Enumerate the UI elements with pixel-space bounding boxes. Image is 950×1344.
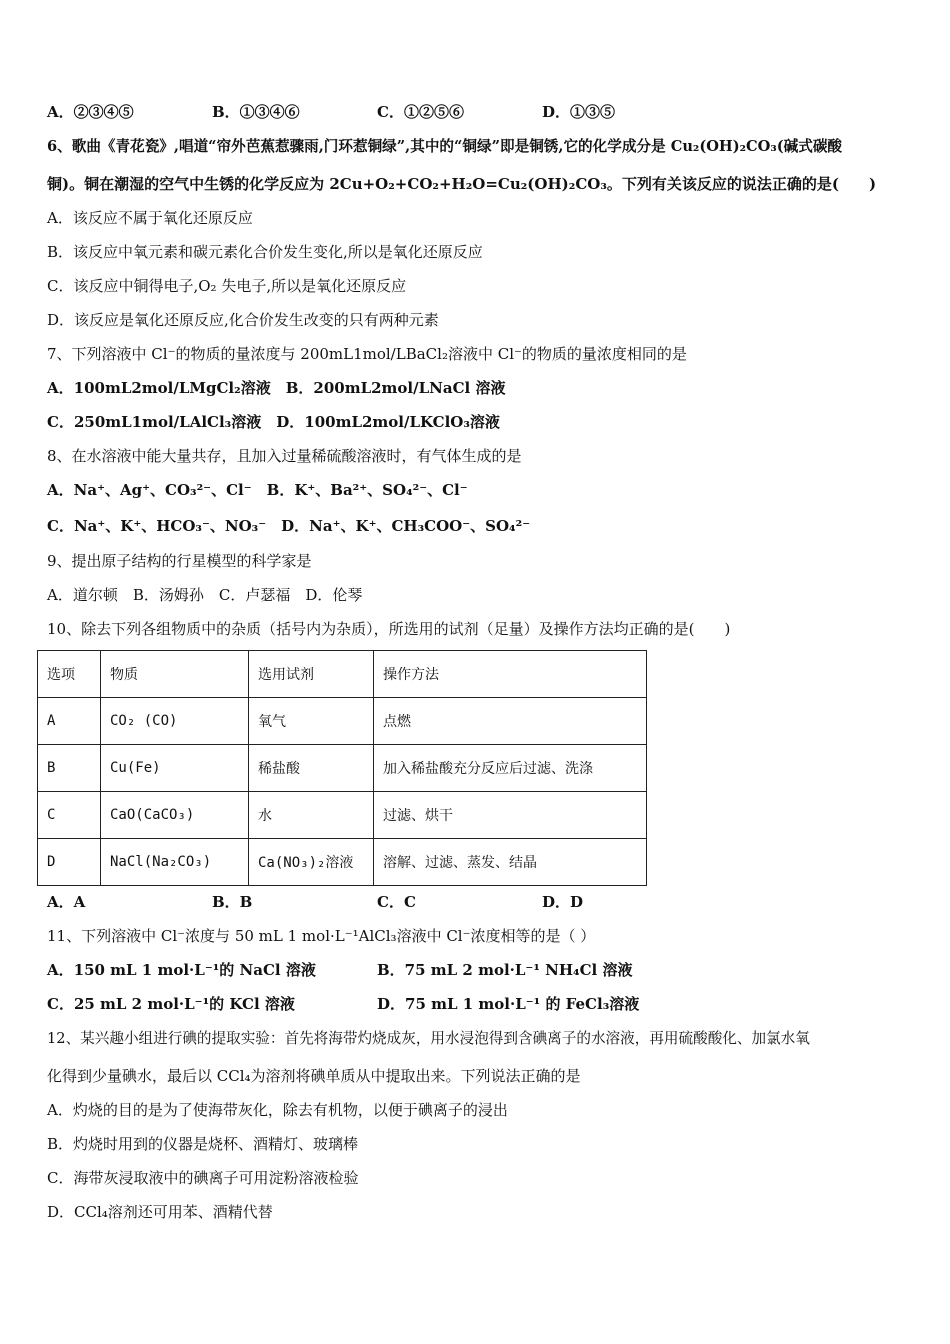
q9-stem: 9、提出原子结构的行星模型的科学家是 — [47, 552, 312, 570]
q7-stem: 7、下列溶液中 Cl⁻的物质的量浓度与 200mL1mol/LBaCl₂溶液中 Cl⁻的物质的量浓度相同的是 — [47, 345, 687, 363]
q11-option-d: D．75 mL 1 mol·L⁻¹ 的 FeCl₃溶液 — [377, 995, 640, 1013]
table-cell: D — [38, 839, 101, 886]
q11-option-b: B．75 mL 2 mol·L⁻¹ NH₄Cl 溶液 — [377, 961, 633, 979]
q5-option-c: C．①②⑤⑥ — [377, 103, 464, 121]
q11-option-a: A．150 mL 1 mol·L⁻¹的 NaCl 溶液 — [47, 961, 316, 979]
table-cell: A — [38, 698, 101, 745]
q5-option-d: D．①③⑤ — [542, 103, 616, 121]
table-row — [38, 698, 647, 745]
q8-options-line2: C．Na⁺、K⁺、HCO₃⁻、NO₃⁻ D．Na⁺、K⁺、CH₃COO⁻、SO₄²⁻ — [47, 517, 531, 535]
q7-options-line1: A．100mL2mol/LMgCl₂溶液 B．200mL2mol/LNaCl 溶液 — [47, 379, 506, 397]
q11-stem: 11、下列溶液中 Cl⁻浓度与 50 mL 1 mol·L⁻¹AlCl₃溶液中 Cl⁻浓度相等的是（ ） — [47, 927, 596, 945]
q10-option-d: D．D — [542, 893, 584, 911]
table-cell: CaO(CaCO₃) — [101, 792, 249, 839]
table-row — [38, 792, 647, 839]
table-cell: 加入稀盐酸充分反应后过滤、洗涤 — [374, 745, 647, 792]
table-row — [38, 839, 647, 886]
q12-option-d: D．CCl₄溶剂还可用苯、酒精代替 — [47, 1203, 273, 1221]
q5-option-a: A．②③④⑤ — [47, 103, 134, 121]
q12-stem-line2: 化得到少量碘水，最后以 CCl₄为溶剂将碘单质从中提取出来。下列说法正确的是 — [47, 1067, 581, 1085]
table-header-cell: 选用试剂 — [249, 651, 374, 698]
table-cell: CO₂ (CO) — [101, 698, 249, 745]
q12-option-b: B．灼烧时用到的仪器是烧杯、酒精灯、玻璃棒 — [47, 1135, 359, 1153]
q8-stem: 8、在水溶液中能大量共存，且加入过量稀硫酸溶液时，有气体生成的是 — [47, 447, 522, 465]
table-cell: C — [38, 792, 101, 839]
q10-option-a: A．A — [47, 893, 86, 911]
table-cell: Ca(NO₃)₂溶液 — [249, 839, 374, 886]
q8-options-line1: A．Na⁺、Ag⁺、CO₃²⁻、Cl⁻ B．K⁺、Ba²⁺、SO₄²⁻、Cl⁻ — [47, 481, 468, 499]
table-cell: 水 — [249, 792, 374, 839]
q12-stem-line1: 12、某兴趣小组进行碘的提取实验：首先将海带灼烧成灰，用水浸泡得到含碘离子的水溶液，再用硫酸酸化、加氯水氧 — [47, 1030, 810, 1047]
q12-option-a: A．灼烧的目的是为了使海带灰化，除去有机物，以便于碘离子的浸出 — [47, 1101, 508, 1119]
q5-option-b: B．①③④⑥ — [212, 103, 300, 121]
q12-option-c: C．海带灰浸取液中的碘离子可用淀粉溶液检验 — [47, 1169, 359, 1187]
table-row — [38, 745, 647, 792]
q6-option-c: C．该反应中铜得电子,O₂ 失电子,所以是氧化还原反应 — [47, 277, 407, 295]
q9-options: A．道尔顿 B．汤姆孙 C．卢瑟福 D．伦琴 — [47, 586, 363, 604]
q6-stem-line2: 铜)。铜在潮湿的空气中生锈的化学反应为 2Cu+O₂+CO₂+H₂O=Cu₂(OH)₂CO₃。下列有关该反应的说法正确的是( ) — [47, 175, 877, 193]
table-header-cell: 选项 — [38, 651, 101, 698]
q7-options-line2: C．250mL1mol/LAlCl₃溶液 D．100mL2mol/LKClO₃溶液 — [47, 413, 500, 431]
table-cell: 过滤、烘干 — [374, 792, 647, 839]
table-cell: Cu(Fe) — [101, 745, 249, 792]
q10-stem: 10、除去下列各组物质中的杂质（括号内为杂质），所选用的试剂（足量）及操作方法均正确的是( ) — [47, 620, 731, 638]
q6-stem-line1: 6、歌曲《青花瓷》,唱道“帘外芭蕉惹骤雨,门环惹铜绿”,其中的“铜绿”即是铜锈,它的化学成分是 Cu₂(OH)₂CO₃(碱式碳酸 — [47, 138, 843, 155]
q10-option-c: C．C — [377, 893, 416, 911]
table-header-cell: 物质 — [101, 651, 249, 698]
q6-option-a: A．该反应不属于氧化还原反应 — [47, 209, 253, 227]
table-cell: 点燃 — [374, 698, 647, 745]
table-header-cell: 操作方法 — [374, 651, 647, 698]
table-cell: 溶解、过滤、蒸发、结晶 — [374, 839, 647, 886]
table-cell: NaCl(Na₂CO₃) — [101, 839, 249, 886]
table-header-row — [38, 651, 647, 698]
q6-option-d: D．该反应是氧化还原反应,化合价发生改变的只有两种元素 — [47, 311, 439, 329]
q10-table — [37, 650, 647, 886]
table-cell: B — [38, 745, 101, 792]
q11-option-c: C．25 mL 2 mol·L⁻¹的 KCl 溶液 — [47, 995, 295, 1013]
q10-option-b: B．B — [212, 893, 253, 911]
q6-option-b: B．该反应中氧元素和碳元素化合价发生变化,所以是氧化还原反应 — [47, 243, 483, 261]
table-cell: 稀盐酸 — [249, 745, 374, 792]
table-cell: 氧气 — [249, 698, 374, 745]
